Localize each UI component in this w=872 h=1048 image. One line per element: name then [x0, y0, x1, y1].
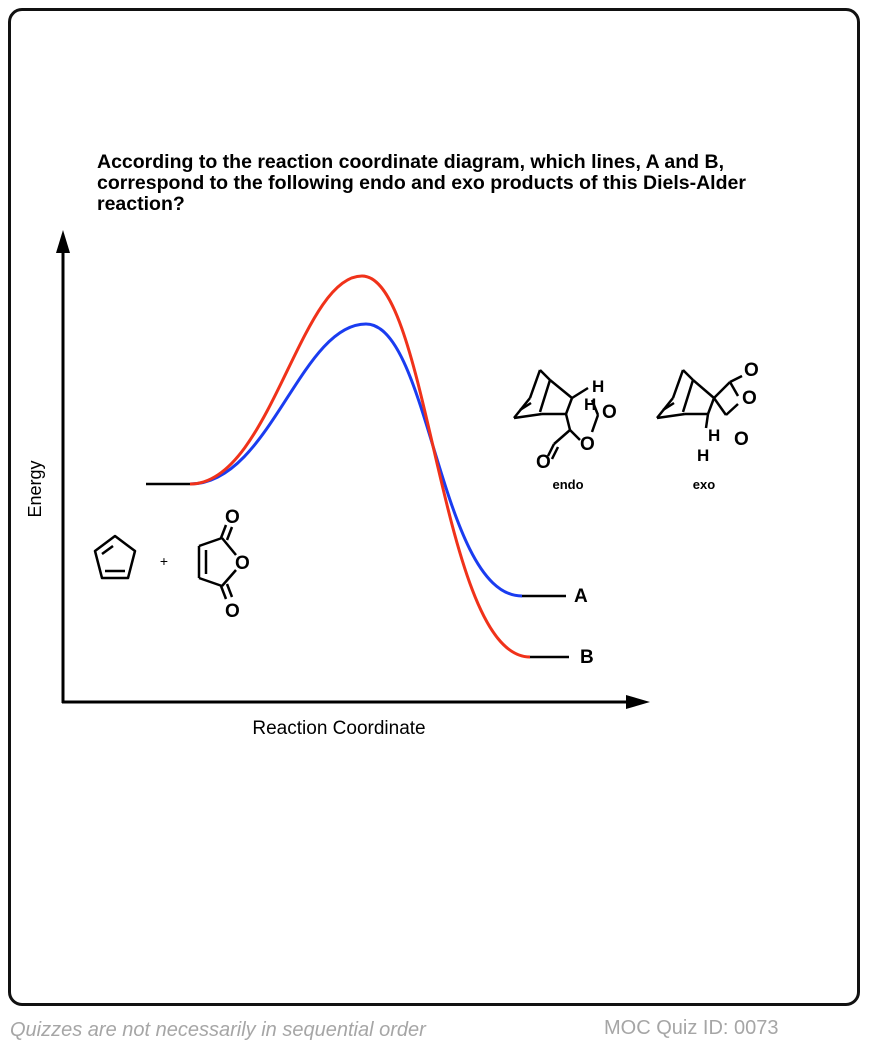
endo-atom-h: H	[592, 377, 605, 396]
exo-atom-h2: H	[697, 446, 710, 465]
endo-atom-h2: H	[584, 395, 597, 414]
endo-atom-o2: O	[580, 434, 595, 455]
plus-sign: +	[159, 553, 169, 569]
maleic-carbonyl-o-bottom: O	[225, 601, 240, 622]
y-axis-arrowhead	[56, 230, 70, 253]
cyclopentadiene-structure	[95, 536, 135, 578]
maleic-anhydride-structure	[199, 525, 236, 599]
footer-note: Quizzes are not necessarily in sequential order	[10, 1019, 426, 1041]
curve-b-label: B	[580, 647, 594, 668]
x-axis-label: Reaction Coordinate	[252, 718, 426, 739]
exo-atom-o1: O	[744, 360, 759, 381]
y-axis-label: Energy	[25, 460, 45, 518]
exo-label: exo	[692, 477, 716, 492]
curve-a-label: A	[574, 586, 588, 607]
endo-atom-o3: O	[536, 452, 551, 473]
exo-product-structure	[657, 370, 742, 428]
axes	[62, 248, 630, 703]
maleic-ring-o: O	[235, 553, 250, 574]
question-text: According to the reaction coordinate diagram, which lines, A and B, correspond to the following endo and exo products of this Diels-Alder reaction?	[97, 151, 746, 215]
x-axis-arrowhead	[626, 695, 650, 709]
endo-atom-o1: O	[602, 402, 617, 423]
quiz-id: MOC Quiz ID: 0073	[604, 1017, 779, 1039]
maleic-carbonyl-o-top: O	[225, 507, 240, 528]
curve-b	[190, 276, 530, 657]
exo-atom-o2: O	[742, 388, 757, 409]
exo-atom-o3: O	[734, 429, 749, 450]
exo-atom-h1: H	[708, 426, 721, 445]
endo-label: endo	[552, 477, 584, 492]
